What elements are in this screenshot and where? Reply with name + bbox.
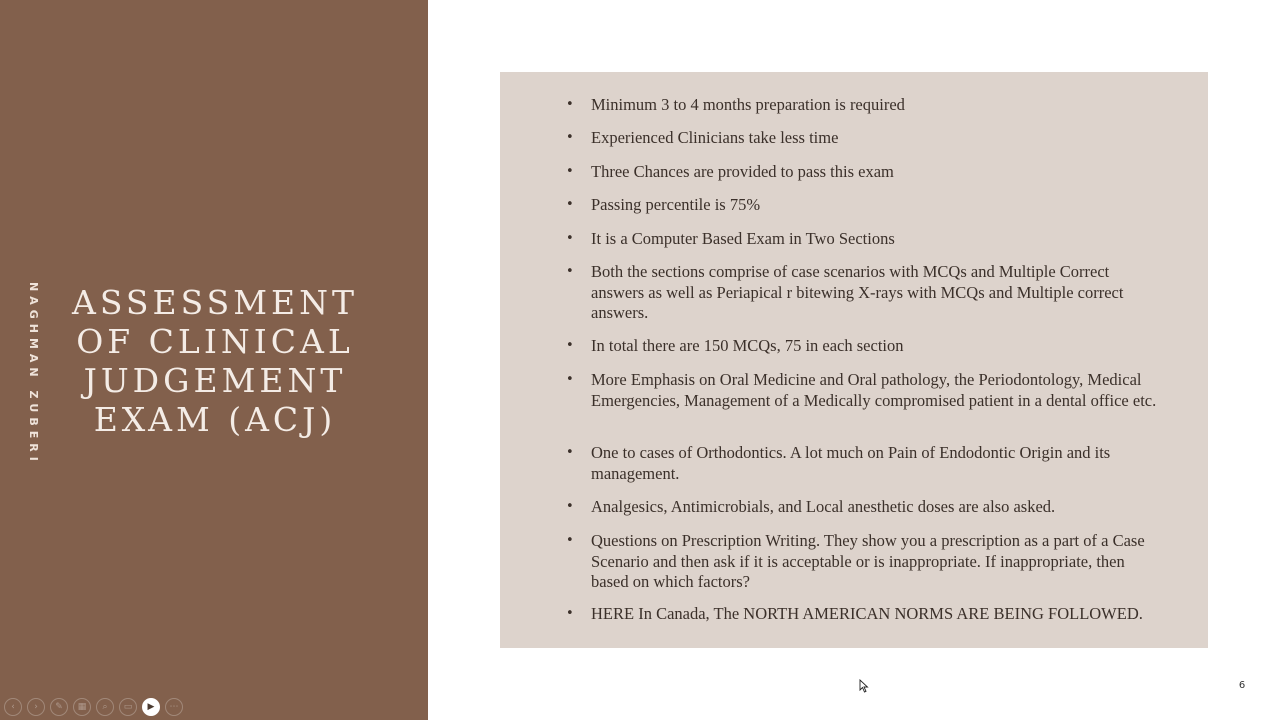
bullet-icon: • (566, 197, 574, 212)
bullet-icon: • (566, 533, 574, 548)
presentation-toolbar (4, 698, 183, 716)
subtitles-button[interactable] (119, 698, 137, 716)
all-slides-button[interactable] (73, 698, 91, 716)
bullet-icon: • (566, 338, 574, 353)
bullet-icon: • (566, 445, 574, 460)
slide-title (70, 283, 360, 439)
zoom-button[interactable] (96, 698, 114, 716)
camera-icon: ▶ (147, 701, 155, 712)
camera-button[interactable] (142, 698, 160, 716)
title-line: OF CLINICAL (76, 322, 354, 361)
bullet-item: Minimum 3 to 4 months preparation is required (591, 95, 905, 114)
bullet-item: HERE In Canada, The NORTH AMERICAN NORMS ARE BEING FOLLOWED. (591, 604, 1143, 623)
ellipsis-icon: ⋯ (169, 701, 179, 712)
bullet-icon: • (566, 264, 574, 279)
bullet-item: It is a Computer Based Exam in Two Sections (591, 229, 895, 248)
title-line: EXAM (ACJ) (93, 400, 337, 439)
bullet-item: Analgesics, Antimicrobials, and Local anesthetic doses are also asked. (591, 497, 1056, 516)
title-line: JUDGEMENT (83, 361, 347, 400)
bullet-item: Experienced Clinicians take less time (591, 128, 839, 147)
bullet-icon: • (566, 499, 574, 514)
arrow-right-icon: › (34, 701, 38, 712)
author-name: NAGHMAN ZUBERI (27, 282, 40, 466)
bullet-icon: • (566, 97, 574, 112)
bullet-icon: • (566, 231, 574, 246)
arrow-left-icon: ‹ (11, 701, 15, 712)
bullet-icon: • (566, 164, 574, 179)
pen-tool-button[interactable] (50, 698, 68, 716)
title-panel (0, 0, 428, 720)
slide-number: 6 (1238, 680, 1246, 691)
magnifier-icon: ⌕ (102, 701, 108, 712)
bullet-item: More Emphasis on Oral Medicine and Oral pathology, the Periodontology, Medical Emergencies, Management of a Medically compromised patient in a dental office etc. (591, 370, 1157, 410)
bullet-icon: • (566, 372, 574, 387)
pen-icon: ✎ (55, 701, 63, 712)
title-line: ASSESSMENT (72, 283, 358, 322)
bullet-item: Passing percentile is 75% (591, 195, 761, 214)
previous-slide-button[interactable] (4, 698, 22, 716)
subtitles-icon: ▭ (123, 701, 133, 712)
bullet-item: Questions on Prescription Writing. They show you a prescription as a part of a Case Scenario and then ask if it is acceptable or is inappropriate. If inappropriate, then based on which factors? (591, 531, 1145, 591)
bullet-item: In total there are 150 MCQs, 75 in each section (591, 336, 904, 355)
bullet-item: One to cases of Orthodontics. A lot much on Pain of Endodontic Origin and its management. (591, 443, 1111, 483)
bullet-icon: • (566, 606, 574, 621)
bullet-item: Three Chances are provided to pass this exam (591, 162, 894, 181)
bullet-icon: • (566, 130, 574, 145)
next-slide-button[interactable] (27, 698, 45, 716)
grid-icon: ▦ (77, 701, 87, 712)
bullet-item: Both the sections comprise of case scenarios with MCQs and Multiple Correct answers as well as Periapical r bitewing X-rays with MCQs and Multiple correct answers. (591, 262, 1124, 322)
mouse-cursor-icon (859, 679, 869, 693)
more-options-button[interactable] (165, 698, 183, 716)
